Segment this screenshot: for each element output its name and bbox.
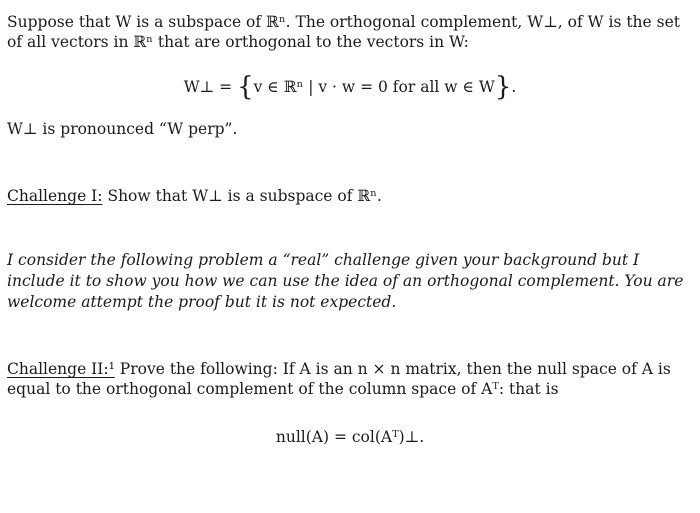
definition-equation bbox=[0, 72, 700, 102]
challenge-two-label: Challenge II:¹ bbox=[7, 360, 115, 378]
instructor-note: I consider the following problem a “real” challenge given your background but I include it to show you how we can use the idea of an orthogonal complement. You are welcome attempt the proof but it is not expected. bbox=[7, 251, 684, 311]
pronunciation-note: W⊥ is pronounced “W perp”. bbox=[7, 120, 238, 138]
challenge-two bbox=[7, 359, 693, 399]
challenge-two-text: Prove the following: If A is an n × n matrix, then the null space of A is equal to the orthogonal complement of the column space of Aᵀ: that is bbox=[7, 360, 671, 398]
intro-paragraph: Suppose that W is a subspace of ℝⁿ. The orthogonal complement, W⊥, of W is the set of all vectors in ℝⁿ that are orthogonal to the vectors in W: bbox=[7, 13, 680, 51]
challenge-one bbox=[7, 186, 693, 206]
challenge-one-label: Challenge I: bbox=[7, 187, 103, 205]
null-space-equation: null(A) = col(Aᵀ)⊥. bbox=[275, 428, 425, 446]
brace-close: } bbox=[494, 72, 512, 102]
challenge-one-text: Show that W⊥ is a subspace of ℝⁿ. bbox=[102, 187, 382, 205]
equation-period: . bbox=[511, 78, 517, 96]
equation-lhs: W⊥ = bbox=[183, 78, 238, 96]
brace-open: { bbox=[237, 72, 254, 102]
set-builder-body: v ∈ ℝⁿ | v · w = 0 for all w ∈ W bbox=[253, 78, 495, 96]
